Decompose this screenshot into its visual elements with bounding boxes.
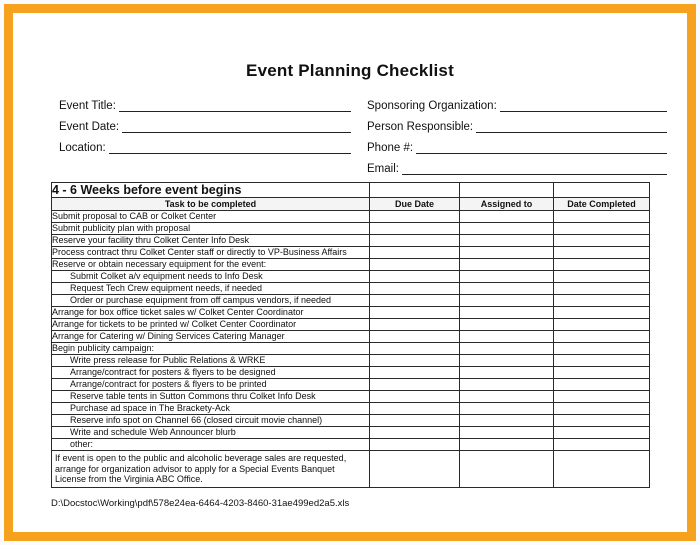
table-row [52, 283, 650, 295]
form-field [367, 112, 667, 133]
due-date-cell [370, 247, 460, 259]
column-header-date-completed: Date Completed [554, 198, 650, 211]
assigned-to-cell [460, 295, 554, 307]
page-border-frame [4, 4, 696, 541]
form-field [367, 154, 667, 175]
assigned-to-cell [460, 307, 554, 319]
assigned-to-cell [460, 403, 554, 415]
task-cell: Submit Colket a/v equipment needs to Info Desk [52, 271, 370, 283]
date-completed-cell [554, 307, 650, 319]
assigned-to-cell [460, 247, 554, 259]
field-label: Sponsoring Organization: [367, 100, 497, 112]
field-blank-line [402, 161, 667, 175]
task-cell: other: [52, 439, 370, 451]
form-left-column [59, 91, 351, 175]
field-label: Email: [367, 163, 399, 175]
assigned-to-cell [460, 283, 554, 295]
table-row [52, 451, 650, 488]
assigned-to-cell [460, 427, 554, 439]
field-blank-line [500, 98, 667, 112]
assigned-to-cell [460, 391, 554, 403]
field-label: Phone #: [367, 142, 414, 154]
task-cell: Begin publicity campaign: [52, 343, 370, 355]
date-completed-cell [554, 247, 650, 259]
task-cell: Write press release for Public Relations & WRKE [52, 355, 370, 367]
due-date-cell [370, 367, 460, 379]
date-completed-cell [554, 391, 650, 403]
task-cell: Reserve or obtain necessary equipment for the event: [52, 259, 370, 271]
table-row [52, 415, 650, 427]
date-completed-cell [554, 379, 650, 391]
form-right-column [367, 91, 667, 175]
date-completed-cell [554, 331, 650, 343]
date-completed-cell [554, 295, 650, 307]
table-row [52, 307, 650, 319]
assigned-to-cell [460, 379, 554, 391]
section-empty-cell [460, 183, 554, 198]
field-label: Location: [59, 142, 106, 154]
due-date-cell [370, 259, 460, 271]
assigned-to-cell [460, 271, 554, 283]
assigned-to-cell [460, 415, 554, 427]
due-date-cell [370, 403, 460, 415]
task-cell: Purchase ad space in The Brackety-Ack [52, 403, 370, 415]
field-label: Event Title: [59, 100, 116, 112]
field-label: Person Responsible: [367, 121, 474, 133]
due-date-cell [370, 283, 460, 295]
assigned-to-cell [460, 367, 554, 379]
table-row [52, 355, 650, 367]
column-header-row [52, 198, 650, 211]
field-label: Event Date: [59, 121, 120, 133]
due-date-cell [370, 439, 460, 451]
assigned-to-cell [460, 355, 554, 367]
due-date-cell [370, 355, 460, 367]
date-completed-cell [554, 427, 650, 439]
due-date-cell [370, 235, 460, 247]
task-cell: Arrange for tickets to be printed w/ Colket Center Coordinator [52, 319, 370, 331]
column-header-assigned-to: Assigned to [460, 198, 554, 211]
task-table-body [52, 211, 650, 488]
task-cell: Arrange for box office ticket sales w/ Colket Center Coordinator [52, 307, 370, 319]
assigned-to-cell [460, 235, 554, 247]
document-title: Event Planning Checklist [246, 61, 454, 80]
assigned-to-cell [460, 259, 554, 271]
table-row [52, 391, 650, 403]
field-blank-line [109, 140, 351, 154]
assigned-to-cell [460, 439, 554, 451]
date-completed-cell [554, 283, 650, 295]
due-date-cell [370, 307, 460, 319]
task-cell: Request Tech Crew equipment needs, if needed [52, 283, 370, 295]
field-blank-line [476, 119, 667, 133]
task-table [51, 182, 650, 488]
due-date-cell [370, 343, 460, 355]
document-page [13, 13, 687, 532]
section-header: 4 - 6 Weeks before event begins [52, 183, 370, 198]
section-empty-cell [554, 183, 650, 198]
date-completed-cell [554, 439, 650, 451]
table-row [52, 367, 650, 379]
task-cell: Submit publicity plan with proposal [52, 223, 370, 235]
due-date-cell [370, 211, 460, 223]
date-completed-cell [554, 451, 650, 488]
date-completed-cell [554, 235, 650, 247]
task-cell: Reserve table tents in Sutton Commons thru Colket Info Desk [52, 391, 370, 403]
table-row [52, 235, 650, 247]
event-info-form [59, 91, 667, 175]
table-row [52, 259, 650, 271]
table-row [52, 331, 650, 343]
due-date-cell [370, 271, 460, 283]
due-date-cell [370, 295, 460, 307]
due-date-cell [370, 319, 460, 331]
field-blank-line [122, 119, 351, 133]
date-completed-cell [554, 403, 650, 415]
file-path-footer: D:\Docstoc\Working\pdf\578e24ea-6464-4203-8460-31ae499ed2a5.xls [51, 497, 350, 509]
table-row [52, 439, 650, 451]
table-row [52, 319, 650, 331]
section-header-row [52, 183, 650, 198]
table-row [52, 343, 650, 355]
task-cell: Process contract thru Colket Center staff or directly to VP-Business Affairs [52, 247, 370, 259]
assigned-to-cell [460, 223, 554, 235]
date-completed-cell [554, 319, 650, 331]
due-date-cell [370, 331, 460, 343]
table-row [52, 211, 650, 223]
column-header-task: Task to be completed [52, 198, 370, 211]
form-field [367, 133, 667, 154]
date-completed-cell [554, 343, 650, 355]
task-cell: Submit proposal to CAB or Colket Center [52, 211, 370, 223]
due-date-cell [370, 415, 460, 427]
task-cell: Reserve info spot on Channel 66 (closed circuit movie channel) [52, 415, 370, 427]
table-row [52, 379, 650, 391]
date-completed-cell [554, 223, 650, 235]
task-cell: Arrange for Catering w/ Dining Services Catering Manager [52, 331, 370, 343]
table-row [52, 295, 650, 307]
section-empty-cell [370, 183, 460, 198]
form-field [59, 112, 351, 133]
table-row [52, 247, 650, 259]
date-completed-cell [554, 367, 650, 379]
assigned-to-cell [460, 319, 554, 331]
column-header-due-date: Due Date [370, 198, 460, 211]
due-date-cell [370, 223, 460, 235]
task-cell: Order or purchase equipment from off campus vendors, if needed [52, 295, 370, 307]
task-cell: Write and schedule Web Announcer blurb [52, 427, 370, 439]
form-field [367, 91, 667, 112]
table-row [52, 223, 650, 235]
due-date-cell [370, 451, 460, 488]
field-blank-line [416, 140, 667, 154]
assigned-to-cell [460, 451, 554, 488]
date-completed-cell [554, 355, 650, 367]
date-completed-cell [554, 415, 650, 427]
task-cell: Arrange/contract for posters & flyers to be designed [52, 367, 370, 379]
assigned-to-cell [460, 331, 554, 343]
due-date-cell [370, 427, 460, 439]
assigned-to-cell [460, 211, 554, 223]
task-cell: If event is open to the public and alcoholic beverage sales are requested, arrange for organization advisor to apply for a Special Events Banquet License from the Virginia ABC Office. [52, 451, 370, 488]
table-row [52, 271, 650, 283]
form-field [59, 133, 351, 154]
due-date-cell [370, 379, 460, 391]
field-blank-line [119, 98, 351, 112]
task-cell: Arrange/contract for posters & flyers to be printed [52, 379, 370, 391]
form-field [59, 91, 351, 112]
date-completed-cell [554, 211, 650, 223]
date-completed-cell [554, 271, 650, 283]
task-cell: Reserve your facility thru Colket Center Info Desk [52, 235, 370, 247]
due-date-cell [370, 391, 460, 403]
date-completed-cell [554, 259, 650, 271]
table-row [52, 403, 650, 415]
assigned-to-cell [460, 343, 554, 355]
table-row [52, 427, 650, 439]
